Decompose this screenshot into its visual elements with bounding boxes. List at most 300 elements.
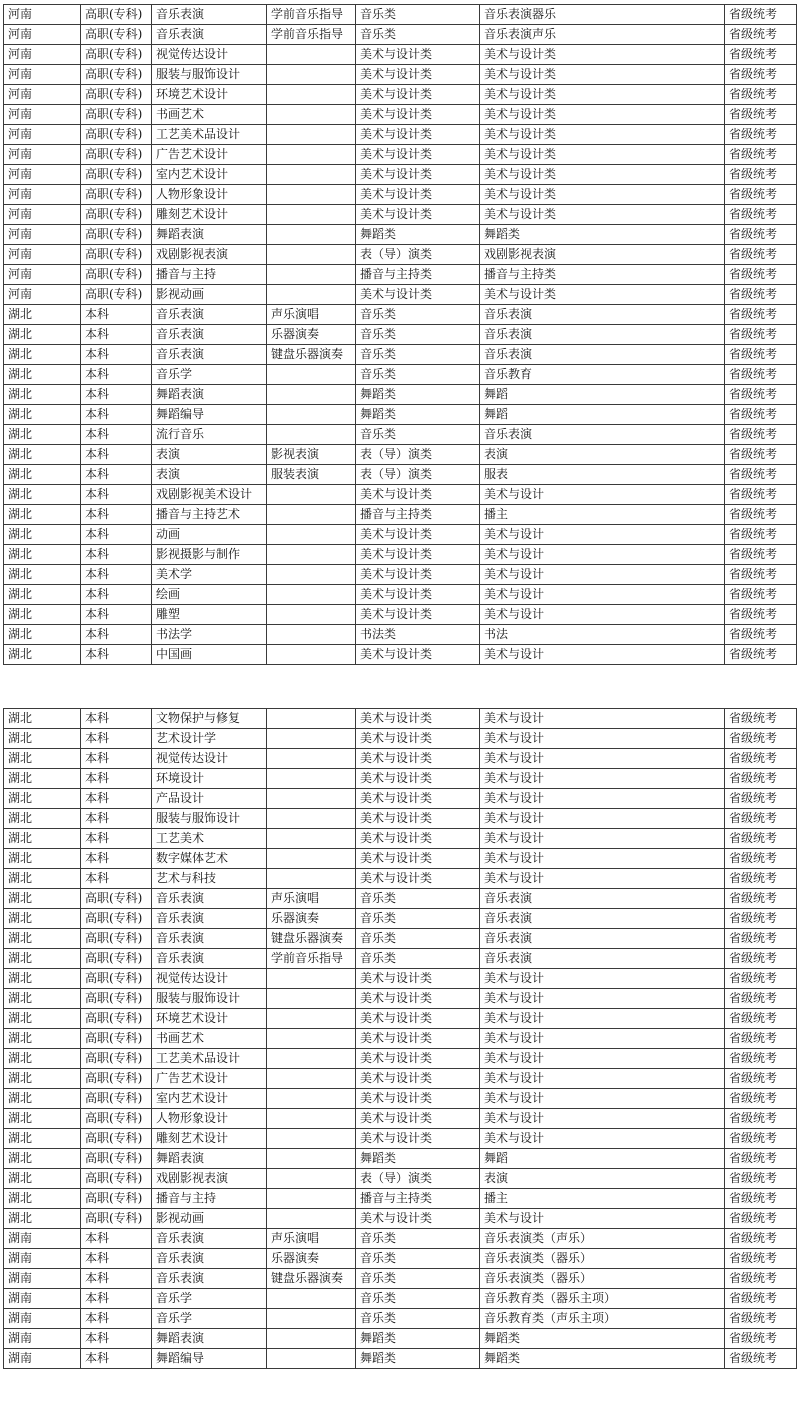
province-cell: 河南	[4, 105, 81, 125]
province-cell: 湖北	[4, 789, 81, 809]
direction-cell	[267, 1169, 356, 1189]
exam-type-cell: 省级统考	[725, 869, 797, 889]
exam-category-cell: 美术与设计类	[356, 829, 480, 849]
province-cell: 湖北	[4, 525, 81, 545]
exam-category-cell: 美术与设计类	[356, 485, 480, 505]
exam-type-cell: 省级统考	[725, 325, 797, 345]
exam-category-cell: 美术与设计类	[356, 1089, 480, 1109]
exam-subject-cell: 音乐表演	[480, 425, 725, 445]
level-cell: 高职(专科)	[81, 245, 152, 265]
exam-type-cell: 省级统考	[725, 205, 797, 225]
level-cell: 本科	[81, 305, 152, 325]
admissions-table-part-1	[3, 4, 797, 665]
level-cell: 本科	[81, 345, 152, 365]
table-row	[4, 1189, 797, 1209]
exam-subject-cell: 美术与设计类	[480, 165, 725, 185]
exam-category-cell: 音乐类	[356, 929, 480, 949]
exam-subject-cell: 美术与设计类	[480, 185, 725, 205]
exam-category-cell: 美术与设计类	[356, 145, 480, 165]
table-row	[4, 1129, 797, 1149]
exam-type-cell: 省级统考	[725, 165, 797, 185]
level-cell: 高职(专科)	[81, 949, 152, 969]
major-cell: 雕刻艺术设计	[152, 1129, 267, 1149]
exam-type-cell: 省级统考	[725, 929, 797, 949]
table-row	[4, 645, 797, 665]
exam-category-cell: 音乐类	[356, 325, 480, 345]
major-cell: 数字媒体艺术	[152, 849, 267, 869]
exam-subject-cell: 美术与设计类	[480, 285, 725, 305]
exam-category-cell: 美术与设计类	[356, 645, 480, 665]
exam-type-cell: 省级统考	[725, 1189, 797, 1209]
province-cell: 河南	[4, 165, 81, 185]
exam-type-cell: 省级统考	[725, 969, 797, 989]
table-row	[4, 205, 797, 225]
direction-cell: 学前音乐指导	[267, 949, 356, 969]
direction-cell: 声乐演唱	[267, 889, 356, 909]
exam-type-cell: 省级统考	[725, 1069, 797, 1089]
direction-cell	[267, 225, 356, 245]
province-cell: 湖北	[4, 1129, 81, 1149]
exam-category-cell: 舞蹈类	[356, 405, 480, 425]
exam-type-cell: 省级统考	[725, 1269, 797, 1289]
exam-type-cell: 省级统考	[725, 245, 797, 265]
major-cell: 室内艺术设计	[152, 1089, 267, 1109]
province-cell: 河南	[4, 285, 81, 305]
table-row	[4, 829, 797, 849]
table-row	[4, 425, 797, 445]
major-cell: 服装与服饰设计	[152, 989, 267, 1009]
direction-cell	[267, 1309, 356, 1329]
exam-category-cell: 舞蹈类	[356, 1149, 480, 1169]
major-cell: 舞蹈表演	[152, 225, 267, 245]
table-row	[4, 1069, 797, 1089]
province-cell: 湖北	[4, 305, 81, 325]
exam-subject-cell: 美术与设计	[480, 969, 725, 989]
exam-subject-cell: 舞蹈	[480, 405, 725, 425]
exam-type-cell: 省级统考	[725, 909, 797, 929]
province-cell: 河南	[4, 85, 81, 105]
exam-category-cell: 美术与设计类	[356, 1029, 480, 1049]
exam-category-cell: 音乐类	[356, 345, 480, 365]
province-cell: 湖北	[4, 425, 81, 445]
major-cell: 人物形象设计	[152, 185, 267, 205]
major-cell: 雕塑	[152, 605, 267, 625]
exam-type-cell: 省级统考	[725, 749, 797, 769]
major-cell: 艺术设计学	[152, 729, 267, 749]
direction-cell: 乐器演奏	[267, 909, 356, 929]
exam-category-cell: 表（导）演类	[356, 1169, 480, 1189]
exam-type-cell: 省级统考	[725, 1049, 797, 1069]
exam-category-cell: 美术与设计类	[356, 65, 480, 85]
level-cell: 高职(专科)	[81, 105, 152, 125]
exam-category-cell: 音乐类	[356, 5, 480, 25]
major-cell: 舞蹈编导	[152, 1349, 267, 1369]
table-row	[4, 345, 797, 365]
exam-category-cell: 音乐类	[356, 365, 480, 385]
level-cell: 高职(专科)	[81, 85, 152, 105]
exam-subject-cell: 美术与设计	[480, 565, 725, 585]
province-cell: 湖南	[4, 1289, 81, 1309]
exam-type-cell: 省级统考	[725, 1029, 797, 1049]
exam-type-cell: 省级统考	[725, 1149, 797, 1169]
exam-category-cell: 表（导）演类	[356, 465, 480, 485]
exam-type-cell: 省级统考	[725, 385, 797, 405]
exam-subject-cell: 舞蹈类	[480, 1349, 725, 1369]
exam-category-cell: 美术与设计类	[356, 165, 480, 185]
exam-type-cell: 省级统考	[725, 45, 797, 65]
province-cell: 河南	[4, 145, 81, 165]
table-row	[4, 789, 797, 809]
exam-type-cell: 省级统考	[725, 265, 797, 285]
major-cell: 音乐表演	[152, 909, 267, 929]
table-row	[4, 1149, 797, 1169]
level-cell: 本科	[81, 749, 152, 769]
exam-subject-cell: 美术与设计	[480, 585, 725, 605]
exam-category-cell: 音乐类	[356, 949, 480, 969]
level-cell: 高职(专科)	[81, 1169, 152, 1189]
direction-cell	[267, 105, 356, 125]
exam-subject-cell: 美术与设计类	[480, 105, 725, 125]
exam-category-cell: 美术与设计类	[356, 1109, 480, 1129]
level-cell: 本科	[81, 829, 152, 849]
major-cell: 雕刻艺术设计	[152, 205, 267, 225]
level-cell: 本科	[81, 525, 152, 545]
table-row	[4, 1289, 797, 1309]
exam-subject-cell: 美术与设计	[480, 1009, 725, 1029]
exam-category-cell: 美术与设计类	[356, 869, 480, 889]
table-row	[4, 185, 797, 205]
level-cell: 本科	[81, 1349, 152, 1369]
direction-cell	[267, 1009, 356, 1029]
exam-type-cell: 省级统考	[725, 145, 797, 165]
direction-cell	[267, 165, 356, 185]
exam-subject-cell: 美术与设计	[480, 605, 725, 625]
level-cell: 本科	[81, 505, 152, 525]
exam-type-cell: 省级统考	[725, 5, 797, 25]
exam-subject-cell: 表演	[480, 1169, 725, 1189]
table-body-part-1	[4, 5, 797, 665]
direction-cell: 影视表演	[267, 445, 356, 465]
exam-subject-cell: 美术与设计	[480, 1049, 725, 1069]
level-cell: 本科	[81, 789, 152, 809]
exam-subject-cell: 音乐表演	[480, 345, 725, 365]
direction-cell	[267, 1349, 356, 1369]
direction-cell: 声乐演唱	[267, 1229, 356, 1249]
level-cell: 高职(专科)	[81, 45, 152, 65]
province-cell: 湖北	[4, 709, 81, 729]
exam-type-cell: 省级统考	[725, 185, 797, 205]
province-cell: 湖北	[4, 949, 81, 969]
exam-subject-cell: 音乐表演	[480, 949, 725, 969]
major-cell: 服装与服饰设计	[152, 65, 267, 85]
exam-type-cell: 省级统考	[725, 1089, 797, 1109]
table-row	[4, 565, 797, 585]
exam-type-cell: 省级统考	[725, 1349, 797, 1369]
level-cell: 高职(专科)	[81, 25, 152, 45]
exam-subject-cell: 美术与设计	[480, 1209, 725, 1229]
table-row	[4, 929, 797, 949]
direction-cell	[267, 385, 356, 405]
province-cell: 湖北	[4, 1009, 81, 1029]
major-cell: 舞蹈编导	[152, 405, 267, 425]
level-cell: 高职(专科)	[81, 185, 152, 205]
province-cell: 湖北	[4, 565, 81, 585]
province-cell: 湖北	[4, 849, 81, 869]
exam-type-cell: 省级统考	[725, 65, 797, 85]
exam-type-cell: 省级统考	[725, 769, 797, 789]
direction-cell	[267, 1109, 356, 1129]
province-cell: 湖南	[4, 1229, 81, 1249]
major-cell: 戏剧影视表演	[152, 245, 267, 265]
major-cell: 流行音乐	[152, 425, 267, 445]
exam-type-cell: 省级统考	[725, 125, 797, 145]
level-cell: 高职(专科)	[81, 285, 152, 305]
exam-type-cell: 省级统考	[725, 545, 797, 565]
major-cell: 产品设计	[152, 789, 267, 809]
exam-subject-cell: 美术与设计	[480, 789, 725, 809]
province-cell: 湖北	[4, 1109, 81, 1129]
exam-subject-cell: 播音与主持类	[480, 265, 725, 285]
level-cell: 高职(专科)	[81, 1149, 152, 1169]
exam-subject-cell: 音乐表演	[480, 305, 725, 325]
exam-type-cell: 省级统考	[725, 1109, 797, 1129]
exam-category-cell: 舞蹈类	[356, 1329, 480, 1349]
table-row	[4, 545, 797, 565]
table-row	[4, 1169, 797, 1189]
major-cell: 服装与服饰设计	[152, 809, 267, 829]
level-cell: 高职(专科)	[81, 1189, 152, 1209]
direction-cell	[267, 849, 356, 869]
province-cell: 湖北	[4, 1169, 81, 1189]
exam-type-cell: 省级统考	[725, 305, 797, 325]
province-cell: 湖北	[4, 625, 81, 645]
exam-type-cell: 省级统考	[725, 285, 797, 305]
exam-category-cell: 美术与设计类	[356, 789, 480, 809]
exam-subject-cell: 美术与设计	[480, 525, 725, 545]
exam-category-cell: 播音与主持类	[356, 265, 480, 285]
exam-category-cell: 美术与设计类	[356, 585, 480, 605]
major-cell: 戏剧影视表演	[152, 1169, 267, 1189]
direction-cell	[267, 1129, 356, 1149]
exam-type-cell: 省级统考	[725, 105, 797, 125]
level-cell: 本科	[81, 425, 152, 445]
level-cell: 本科	[81, 1249, 152, 1269]
level-cell: 本科	[81, 365, 152, 385]
direction-cell	[267, 265, 356, 285]
level-cell: 高职(专科)	[81, 969, 152, 989]
table-row	[4, 265, 797, 285]
province-cell: 河南	[4, 125, 81, 145]
province-cell: 湖北	[4, 1189, 81, 1209]
exam-category-cell: 美术与设计类	[356, 85, 480, 105]
direction-cell: 学前音乐指导	[267, 25, 356, 45]
level-cell: 本科	[81, 445, 152, 465]
major-cell: 播音与主持艺术	[152, 505, 267, 525]
exam-category-cell: 播音与主持类	[356, 505, 480, 525]
province-cell: 湖北	[4, 585, 81, 605]
province-cell: 湖北	[4, 405, 81, 425]
exam-subject-cell: 美术与设计类	[480, 65, 725, 85]
exam-type-cell: 省级统考	[725, 729, 797, 749]
direction-cell: 键盘乐器演奏	[267, 929, 356, 949]
exam-category-cell: 音乐类	[356, 425, 480, 445]
exam-type-cell: 省级统考	[725, 625, 797, 645]
direction-cell	[267, 749, 356, 769]
exam-subject-cell: 舞蹈类	[480, 225, 725, 245]
level-cell: 高职(专科)	[81, 5, 152, 25]
direction-cell	[267, 425, 356, 445]
direction-cell	[267, 969, 356, 989]
major-cell: 书法学	[152, 625, 267, 645]
direction-cell	[267, 645, 356, 665]
province-cell: 湖北	[4, 829, 81, 849]
exam-category-cell: 美术与设计类	[356, 1209, 480, 1229]
exam-category-cell: 美术与设计类	[356, 1049, 480, 1069]
direction-cell	[267, 125, 356, 145]
exam-type-cell: 省级统考	[725, 949, 797, 969]
exam-subject-cell: 美术与设计	[480, 1089, 725, 1109]
exam-category-cell: 美术与设计类	[356, 125, 480, 145]
level-cell: 本科	[81, 645, 152, 665]
direction-cell: 乐器演奏	[267, 325, 356, 345]
province-cell: 河南	[4, 245, 81, 265]
level-cell: 本科	[81, 849, 152, 869]
level-cell: 高职(专科)	[81, 929, 152, 949]
exam-subject-cell: 美术与设计	[480, 1029, 725, 1049]
table-row	[4, 45, 797, 65]
table-row	[4, 849, 797, 869]
exam-category-cell: 播音与主持类	[356, 1189, 480, 1209]
direction-cell	[267, 245, 356, 265]
direction-cell	[267, 605, 356, 625]
exam-type-cell: 省级统考	[725, 849, 797, 869]
exam-subject-cell: 美术与设计	[480, 1069, 725, 1089]
direction-cell	[267, 1289, 356, 1309]
province-cell: 湖北	[4, 889, 81, 909]
level-cell: 高职(专科)	[81, 1109, 152, 1129]
province-cell: 湖北	[4, 645, 81, 665]
exam-type-cell: 省级统考	[725, 989, 797, 1009]
province-cell: 湖南	[4, 1309, 81, 1329]
exam-subject-cell: 音乐教育	[480, 365, 725, 385]
direction-cell	[267, 145, 356, 165]
exam-subject-cell: 美术与设计	[480, 769, 725, 789]
exam-subject-cell: 音乐表演类（器乐）	[480, 1269, 725, 1289]
major-cell: 影视摄影与制作	[152, 545, 267, 565]
level-cell: 高职(专科)	[81, 125, 152, 145]
major-cell: 音乐表演	[152, 929, 267, 949]
exam-subject-cell: 舞蹈	[480, 385, 725, 405]
level-cell: 高职(专科)	[81, 165, 152, 185]
province-cell: 湖北	[4, 929, 81, 949]
table-row	[4, 949, 797, 969]
direction-cell	[267, 285, 356, 305]
major-cell: 播音与主持	[152, 265, 267, 285]
exam-type-cell: 省级统考	[725, 465, 797, 485]
exam-category-cell: 音乐类	[356, 1289, 480, 1309]
major-cell: 文物保护与修复	[152, 709, 267, 729]
exam-type-cell: 省级统考	[725, 345, 797, 365]
major-cell: 音乐表演	[152, 1249, 267, 1269]
level-cell: 本科	[81, 625, 152, 645]
exam-type-cell: 省级统考	[725, 645, 797, 665]
level-cell: 本科	[81, 809, 152, 829]
direction-cell: 服装表演	[267, 465, 356, 485]
direction-cell	[267, 829, 356, 849]
major-cell: 中国画	[152, 645, 267, 665]
level-cell: 本科	[81, 1309, 152, 1329]
province-cell: 湖北	[4, 1209, 81, 1229]
table-row	[4, 1249, 797, 1269]
exam-type-cell: 省级统考	[725, 789, 797, 809]
province-cell: 湖北	[4, 605, 81, 625]
exam-subject-cell: 美术与设计	[480, 1109, 725, 1129]
exam-category-cell: 舞蹈类	[356, 225, 480, 245]
exam-subject-cell: 书法	[480, 625, 725, 645]
exam-category-cell: 美术与设计类	[356, 849, 480, 869]
direction-cell: 键盘乐器演奏	[267, 1269, 356, 1289]
exam-subject-cell: 音乐表演声乐	[480, 25, 725, 45]
direction-cell: 学前音乐指导	[267, 5, 356, 25]
level-cell: 高职(专科)	[81, 205, 152, 225]
direction-cell	[267, 545, 356, 565]
table-row	[4, 809, 797, 829]
province-cell: 湖北	[4, 1069, 81, 1089]
level-cell: 高职(专科)	[81, 1029, 152, 1049]
exam-category-cell: 美术与设计类	[356, 525, 480, 545]
province-cell: 河南	[4, 225, 81, 245]
exam-category-cell: 美术与设计类	[356, 989, 480, 1009]
level-cell: 高职(专科)	[81, 1009, 152, 1029]
exam-category-cell: 美术与设计类	[356, 749, 480, 769]
level-cell: 高职(专科)	[81, 265, 152, 285]
major-cell: 工艺美术	[152, 829, 267, 849]
level-cell: 本科	[81, 1269, 152, 1289]
direction-cell: 乐器演奏	[267, 1249, 356, 1269]
level-cell: 本科	[81, 585, 152, 605]
level-cell: 高职(专科)	[81, 65, 152, 85]
level-cell: 本科	[81, 769, 152, 789]
exam-subject-cell: 美术与设计	[480, 1129, 725, 1149]
direction-cell	[267, 1089, 356, 1109]
exam-subject-cell: 音乐表演	[480, 325, 725, 345]
major-cell: 音乐学	[152, 365, 267, 385]
direction-cell	[267, 525, 356, 545]
major-cell: 音乐表演	[152, 1269, 267, 1289]
major-cell: 艺术与科技	[152, 869, 267, 889]
province-cell: 河南	[4, 265, 81, 285]
exam-category-cell: 音乐类	[356, 909, 480, 929]
exam-category-cell: 音乐类	[356, 305, 480, 325]
province-cell: 湖北	[4, 465, 81, 485]
direction-cell	[267, 205, 356, 225]
major-cell: 表演	[152, 445, 267, 465]
table-row	[4, 305, 797, 325]
exam-subject-cell: 美术与设计	[480, 709, 725, 729]
major-cell: 视觉传达设计	[152, 969, 267, 989]
direction-cell	[267, 565, 356, 585]
major-cell: 广告艺术设计	[152, 145, 267, 165]
province-cell: 河南	[4, 205, 81, 225]
province-cell: 湖南	[4, 1329, 81, 1349]
level-cell: 本科	[81, 325, 152, 345]
major-cell: 广告艺术设计	[152, 1069, 267, 1089]
exam-subject-cell: 音乐教育类（声乐主项）	[480, 1309, 725, 1329]
direction-cell	[267, 625, 356, 645]
exam-category-cell: 美术与设计类	[356, 565, 480, 585]
level-cell: 本科	[81, 1329, 152, 1349]
exam-subject-cell: 美术与设计类	[480, 205, 725, 225]
